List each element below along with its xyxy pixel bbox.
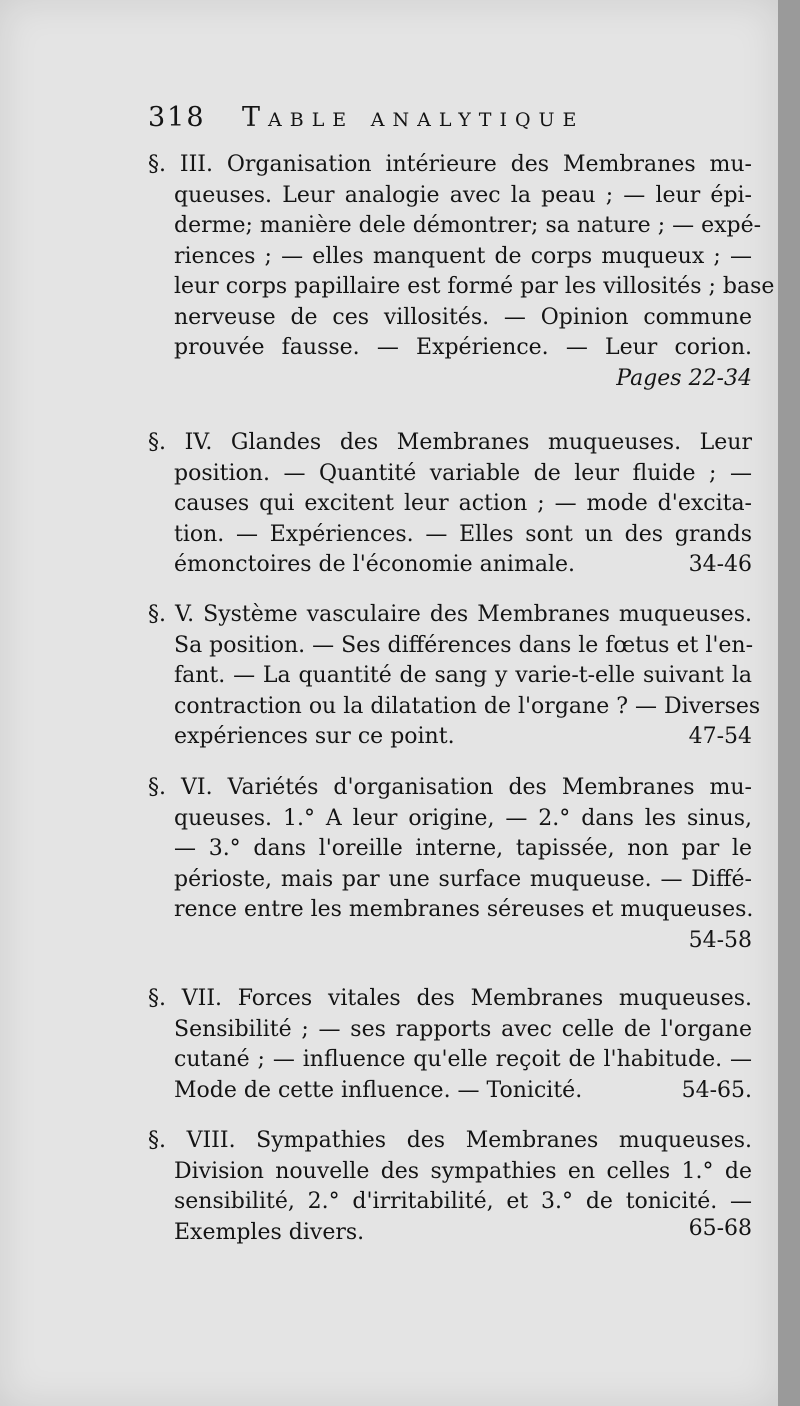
running-title: Table analytique [242,102,585,133]
section-entry-iv [148,428,752,581]
page-range: 34-46 [688,552,752,577]
section-entry-vii [148,984,752,1106]
entry-line: émonctoires de l'économie animale. [174,552,575,577]
entry-line: §. VII. Forces vitales des Membranes muqueuses. [148,986,752,1011]
entry-line: §. IV. Glandes des Membranes muqueuses. Leur [148,430,752,455]
entry-line: Exemples divers. [174,1219,365,1245]
entry-line: Division nouvelle des sympathies en celles 1.° de [174,1158,752,1184]
page-range: 54-65. [681,1077,752,1103]
entry-line: position. — Quantité variable de leur fluide ; — [174,460,752,486]
page-range: Pages 22-34 [616,365,752,391]
entry-line: queuses. Leur analogie avec la peau ; — leur épi- [174,182,752,208]
entry-line: fant. — La quantité de sang y varie-t-elle suivant la [174,663,752,688]
entry-line: contraction ou la dilatation de l'organe ? — Diverses [174,693,761,719]
entry-line: Sa position. — Ses différences dans le fœtus et l'en- [174,632,754,658]
entry-line: §. VI. Variétés d'organisation des Membranes mu- [148,775,752,800]
entry-line: Sensibilité ; — ses rapports avec celle de l'organe [174,1016,752,1042]
entry-line: périoste, mais par une surface muqueuse. — Diffé- [174,866,752,892]
entry-line: — 3.° dans l'oreille interne, tapissée, non par le [174,836,752,861]
section-entry-viii [148,1126,752,1245]
section-entry-v [148,600,761,753]
entry-line: derme; manière dele démontrer; sa nature ; — expé- [174,213,762,238]
section-entry-vi [148,773,752,956]
entry-line: rence entre les membranes séreuses et muqueuses. [174,897,754,922]
entry-line: §. V. Système vasculaire des Membranes muqueuses. [148,602,752,627]
entry-line: Mode de cette influence. — Tonicité. [174,1077,583,1103]
entry-line: nerveuse de ces villosités. — Opinion commune [174,304,752,330]
page-edge [778,0,800,1406]
entry-line: §. III. Organisation intérieure des Membranes mu- [148,152,752,177]
entry-line: tion. — Expériences. — Elles sont un des grands [174,521,752,547]
entry-line: §. VIII. Sympathies des Membranes muqueuses. [148,1128,752,1153]
entry-line: leur corps papillaire est formé par les villosités ; base [174,274,775,299]
entry-line: prouvée fausse. — Expérience. — Leur corion. [174,335,752,360]
page-number: 318 [148,102,206,133]
page-range: 54-58 [688,927,752,953]
entry-line: cutané ; — influence qu'elle reçoit de l'habitude. — [174,1047,752,1072]
entry-line: queuses. 1.° A leur origine, — 2.° dans les sinus, [174,805,752,831]
entry-line: expériences sur ce point. [174,724,455,749]
page-header [148,102,768,142]
page-range: 47-54 [688,724,752,749]
entry-line: sensibilité, 2.° d'irritabilité, et 3.° de tonicité. — [174,1189,752,1214]
entry-line: causes qui excitent leur action ; — mode d'excita- [174,491,752,516]
section-entry-iii [148,150,775,394]
page-range: 65-68 [688,1216,752,1241]
entry-line: riences ; — elles manquent de corps muqueux ; — [174,243,752,269]
